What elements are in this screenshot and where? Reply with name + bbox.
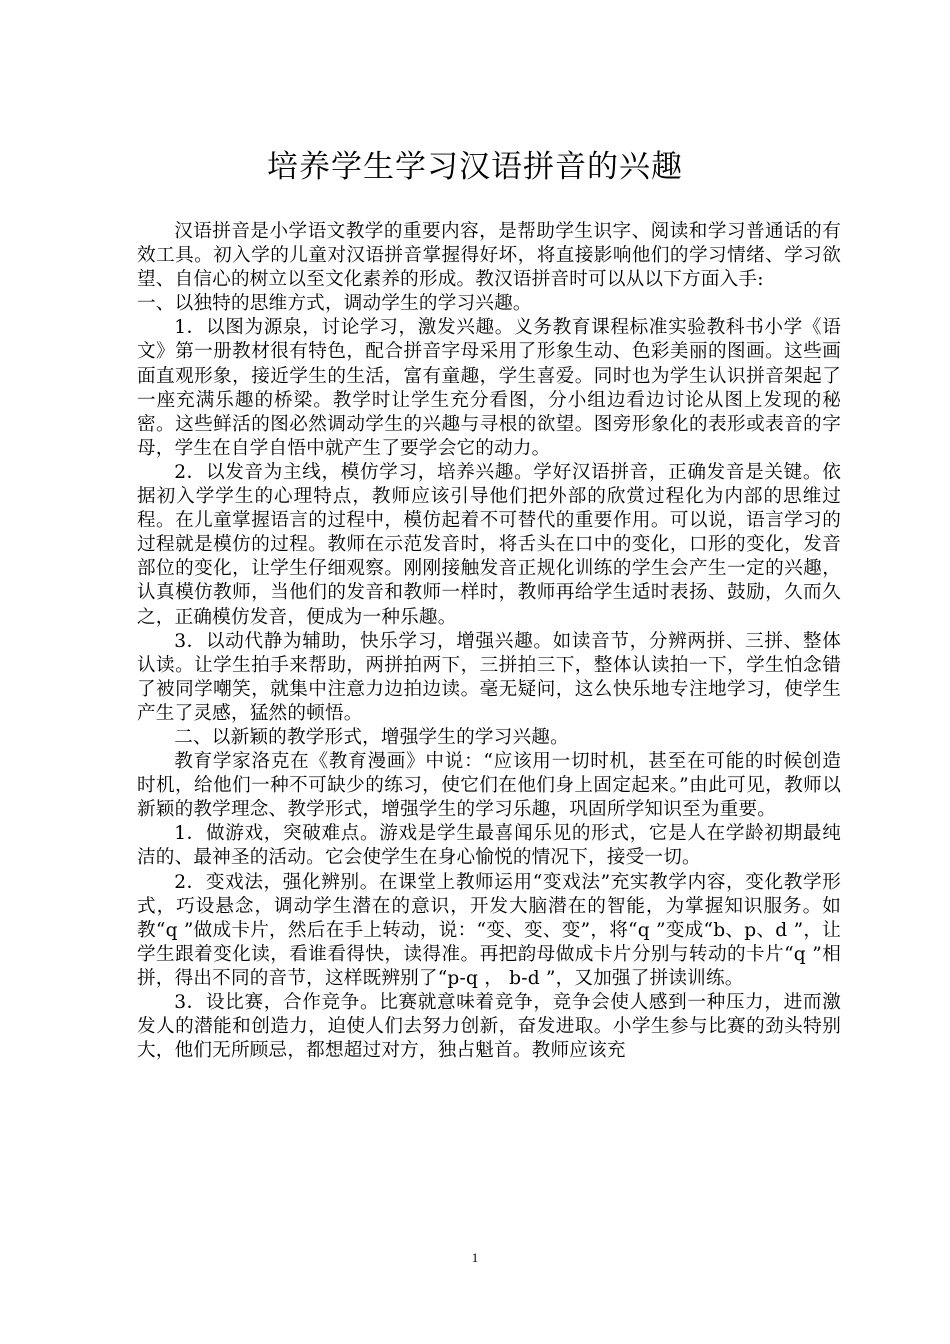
section-heading: 二、以新颖的教学形式，增强学生的学习兴趣。 <box>174 726 569 748</box>
paragraph: 1．做游戏，突破难点。游戏是学生最喜闻乐见的形式，它是人在学龄初期最纯洁的、最神圣的活动。它会使学生在身心愉悦的情况下，接受一切。 <box>137 823 841 869</box>
document-title: 培养学生学习汉语拼音的兴趣 <box>267 148 683 185</box>
paragraph: 教育学家洛克在《教育漫画》中说：“应该用一切时机，甚至在可能的时候创造时机，给他们一种不可缺少的练习，使它们在他们身上固定起来。”由此可见，教师以新颖的教学理念、教学形式，增强学生的学习乐趣，巩固所学知识至为重要。 <box>137 751 841 821</box>
paragraph: 汉语拼音是小学语文教学的重要内容，是帮助学生识字、阅读和学习普通话的有效工具。初入学的儿童对汉语拼音掌握得好坏，将直接影响他们的学习情绪、学习欲望、自信心的树立以至文化素养的形成。教汉语拼音时可以从以下方面入手: <box>137 221 841 291</box>
section-heading: 一、以独特的思维方式，调动学生的学习兴趣。 <box>137 293 532 315</box>
paragraph: 3．设比赛，合作竞争。比赛就意味着竞争，竞争会使人感到一种压力，进而激发人的潜能和创造力，迫使人们去努力创新，奋发进取。小学生参与比赛的劲头特别大，他们无所顾忌，都想超过对方，独占魁首。教师应该充 <box>137 992 841 1062</box>
paragraph: 1．以图为源泉，讨论学习，激发兴趣。义务教育课程标准实验教科书小学《语文》第一册教材很有特色，配合拼音字母采用了形象生动、色彩美丽的图画。这些画面直观形象，接近学生的生活，富有童趣，学生喜爱。同时也为学生认识拼音架起了一座充满乐趣的桥梁。教学时让学生充分看图，分小组边看边讨论从图上发现的秘密。这些鲜活的图必然调动学生的兴趣与寻根的欲望。图旁形象化的表形或表音的字母，学生在自学自悟中就产生了要学会它的动力。 <box>137 317 841 459</box>
paragraph: 2．以发音为主线，模仿学习，培养兴趣。学好汉语拼音，正确发音是关键。依据初入学学生的心理特点，教师应该引导他们把外部的欣赏过程化为内部的思维过程。在儿童掌握语言的过程中，模仿起着不可替代的重要作用。可以说，语言学习的过程就是模仿的过程。教师在示范发音时，将舌头在口中的变化，口形的变化，发音部位的变化，让学生仔细观察。刚刚接触发音正规化训练的学生会产生一定的兴趣，认真模仿教师，当他们的发音和教师一样时，教师再给学生适时表扬、鼓励，久而久之，正确模仿发音，便成为一种乐趣。 <box>137 461 841 628</box>
document-body <box>137 220 841 1063</box>
paragraph: 2．变戏法，强化辨别。在课堂上教师运用“变戏法”充实教学内容，变化教学形式，巧设悬念，调动学生潜在的意识，开发大脑潜在的智能，为掌握知识服务。如教“q ”做成卡片，然后在手上转动，说：“变、变、变”，将“q ”变成“b、p、d ”，让学生跟着变化读，看谁看得快，读得准。再把韵母做成卡片分别与转动的卡片“q ”相拼，得出不同的音节，这样既辨别了“p-q ， b-d ”，又加强了拼读训练。 <box>137 871 841 989</box>
page-number: 1 <box>471 1250 479 1265</box>
paragraph: 3．以动代静为辅助，快乐学习，增强兴趣。如读音节，分辨两拼、三拼、整体认读。让学生拍手来帮助，两拼拍两下，三拼拍三下，整体认读拍一下，学生怕念错了被同学嘲笑，就集中注意力边拍边读。毫无疑问，这么快乐地专注地学习，使学生产生了灵感，猛然的顿悟。 <box>137 630 841 724</box>
